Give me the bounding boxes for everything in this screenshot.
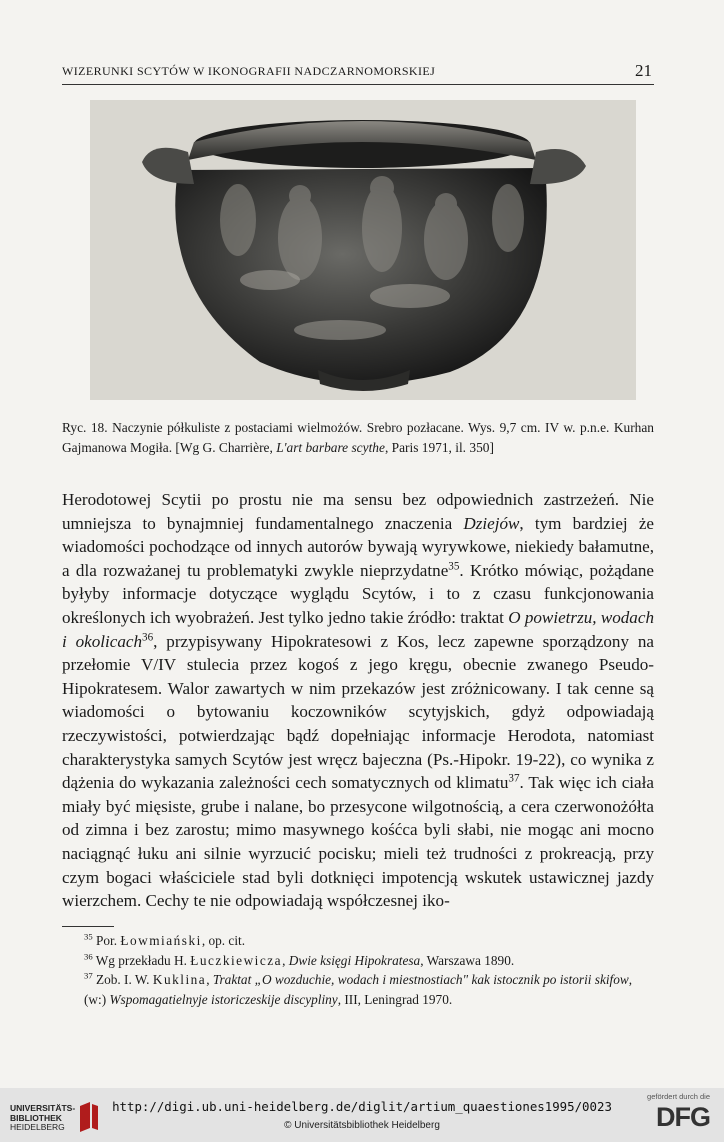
- footnote-title: Traktat „O wozduchie, wodach i miestnostiach" kak istocznik po istorii skifow: [212, 972, 629, 988]
- figure-photo: [90, 100, 636, 400]
- footnote-35: [62, 931, 654, 951]
- footnote-ref-35[interactable]: 35: [448, 560, 460, 573]
- body-italic-title: O powietrzu, wodach i okolicach: [62, 607, 654, 651]
- footnote-title: Dwie księgi Hipokratesa: [288, 952, 421, 968]
- footnote-number: 36: [84, 951, 93, 962]
- footnote-36: $^{36}$ Wg przekładu H. Łuczkiewicza, Dwie księgi Hipokratesa, Warszawa 1890.: [84, 951, 515, 968]
- footnote-37: $^{37}$ Zob. I. W. Kuklina, Traktat „O wozduchie, wodach i miestnostiach" kak istocznik po istorii skifow, (w:) Wspomagatielnyje istoriczeskije discypliny, III, Leningrad 1970.: [84, 970, 633, 1007]
- footnote-text: , Warszawa 1890.: [420, 952, 515, 968]
- body-segment: . Tak więc ich ciała miały być mięsiste, grube i nalane, bo przesycone wilgotnością, a cera czerwonożółta od zimna i bez zarostu; mimo masywnego kośćca byli słabi, nie mogąc ani mocno naciągnąć łuku ani silnie wyrzucić pocisku; mieli też trudności z prokreacją, przy czym bogaci właściciele stad byli dotknięci impotencją wskutek ustawicznej jazdy wierzchem. Cechy te nie odpowiadają współczesnej iko-: [62, 773, 654, 911]
- copyright-notice: © Universitätsbibliothek Heidelberg: [284, 1120, 440, 1131]
- footnote-author: Łuczkiewicza: [190, 952, 283, 968]
- footnote-title: Wspomagatielnyje istoriczeskije discypliny: [109, 991, 338, 1007]
- page-header: [62, 62, 654, 85]
- footnote-text: Por.: [95, 933, 121, 948]
- footnote-author: Kuklina: [152, 972, 207, 988]
- source-url[interactable]: http://digi.ub.uni-heidelberg.de/diglit/artium_quaestiones1995/0023: [112, 1099, 612, 1114]
- footnote-number: 37: [84, 970, 93, 981]
- footnote-text: , (w:): [84, 972, 633, 1007]
- footer-bar: [0, 1088, 724, 1142]
- footnote-author: Łowmiański: [120, 933, 202, 948]
- footnote-text: , op. cit.: [201, 933, 246, 948]
- logo-line: UNIVERSITÄTS-: [10, 1103, 76, 1113]
- footnote-text: Zob. I. W.: [95, 972, 153, 988]
- body-paragraph: [62, 488, 654, 913]
- running-title: WIZERUNKI SCYTÓW W IKONOGRAFII NADCZARNOMORSKIEJ: [62, 64, 436, 78]
- logo-line: HEIDELBERG: [10, 1122, 65, 1132]
- body-segment: , tym bardziej że wiadomości pochodzące od innych autorów bywają wyrywkowe, niekiedy bałamutne, a dla rozważanej tu problematyki zwykle nieprzydatne: [62, 513, 654, 580]
- caption-text: Ryc. 18. Naczynie półkuliste z postaciami wielmożów. Srebro pozłacane. Wys. 9,7 cm. IV w. p.n.e. Kurhan Gajmanowa Mogiła. [Wg G. Charrière,: [62, 420, 654, 455]
- dfg-mark: DFG: [656, 1102, 710, 1132]
- logo-line: BIBLIOTHEK: [10, 1112, 62, 1123]
- caption-text-end: , Paris 1971, il. 350]: [384, 440, 494, 455]
- body-segment: Herodotowej Scytii po prostu nie ma sensu bez odpowiednich zastrzeżeń. Nie umniejsza to bynajmniej fundamentalnego znaczenia: [62, 490, 654, 533]
- body-segment: . Krótko mówiąc, pożądane byłyby informacje dotyczące wyglądu Scytów, i to z czasu funkcjonowania określonych ich wyobrażeń. Jest tylko jedno takie źródło: traktat: [62, 560, 654, 627]
- dfg-logo[interactable]: [638, 1092, 710, 1138]
- body-text: [62, 488, 654, 913]
- footnote-number: 35: [84, 931, 93, 942]
- dfg-tagline: gefördert durch die: [647, 1092, 710, 1101]
- footnote-ref-36[interactable]: 36: [142, 630, 154, 643]
- footnote-text: Wg przekładu H.: [95, 952, 191, 968]
- body-segment: , przypisywany Hipokratesowi z Kos, lecz zapewne sporządzony na przełomie V/IV stulecia przez kogoś z jego kręgu, obecnie zwanego Pseudo-Hipokratesem. Walor zawartych w nim przekazów jest zróżnicowany. I tak cenne są wiadomości o bytowaniu koczowników scytyjskich, gdyż odpowiadają rzeczywistości, potwierdzając bądź dopełniając informacje Herodota, natomiast charakterystyka samych Scytów jest wręcz bajeczna (Ps.-Hipokr. 19-22), co wynika z dążenia do wykazania zależności cech somatycznych od klimatu: [62, 631, 654, 793]
- body-italic-term: Dziejów: [463, 513, 520, 533]
- footnote-divider: [62, 926, 114, 927]
- page-number: 21: [635, 61, 652, 80]
- figure-caption: [62, 418, 654, 458]
- caption-book-title: L'art barbare scythe: [276, 440, 385, 455]
- footnotes: [62, 931, 654, 1009]
- vessel-illustration: [90, 100, 636, 400]
- footnote-text: , III, Leningrad 1970.: [337, 991, 453, 1007]
- footnote-ref-37[interactable]: 37: [508, 772, 520, 785]
